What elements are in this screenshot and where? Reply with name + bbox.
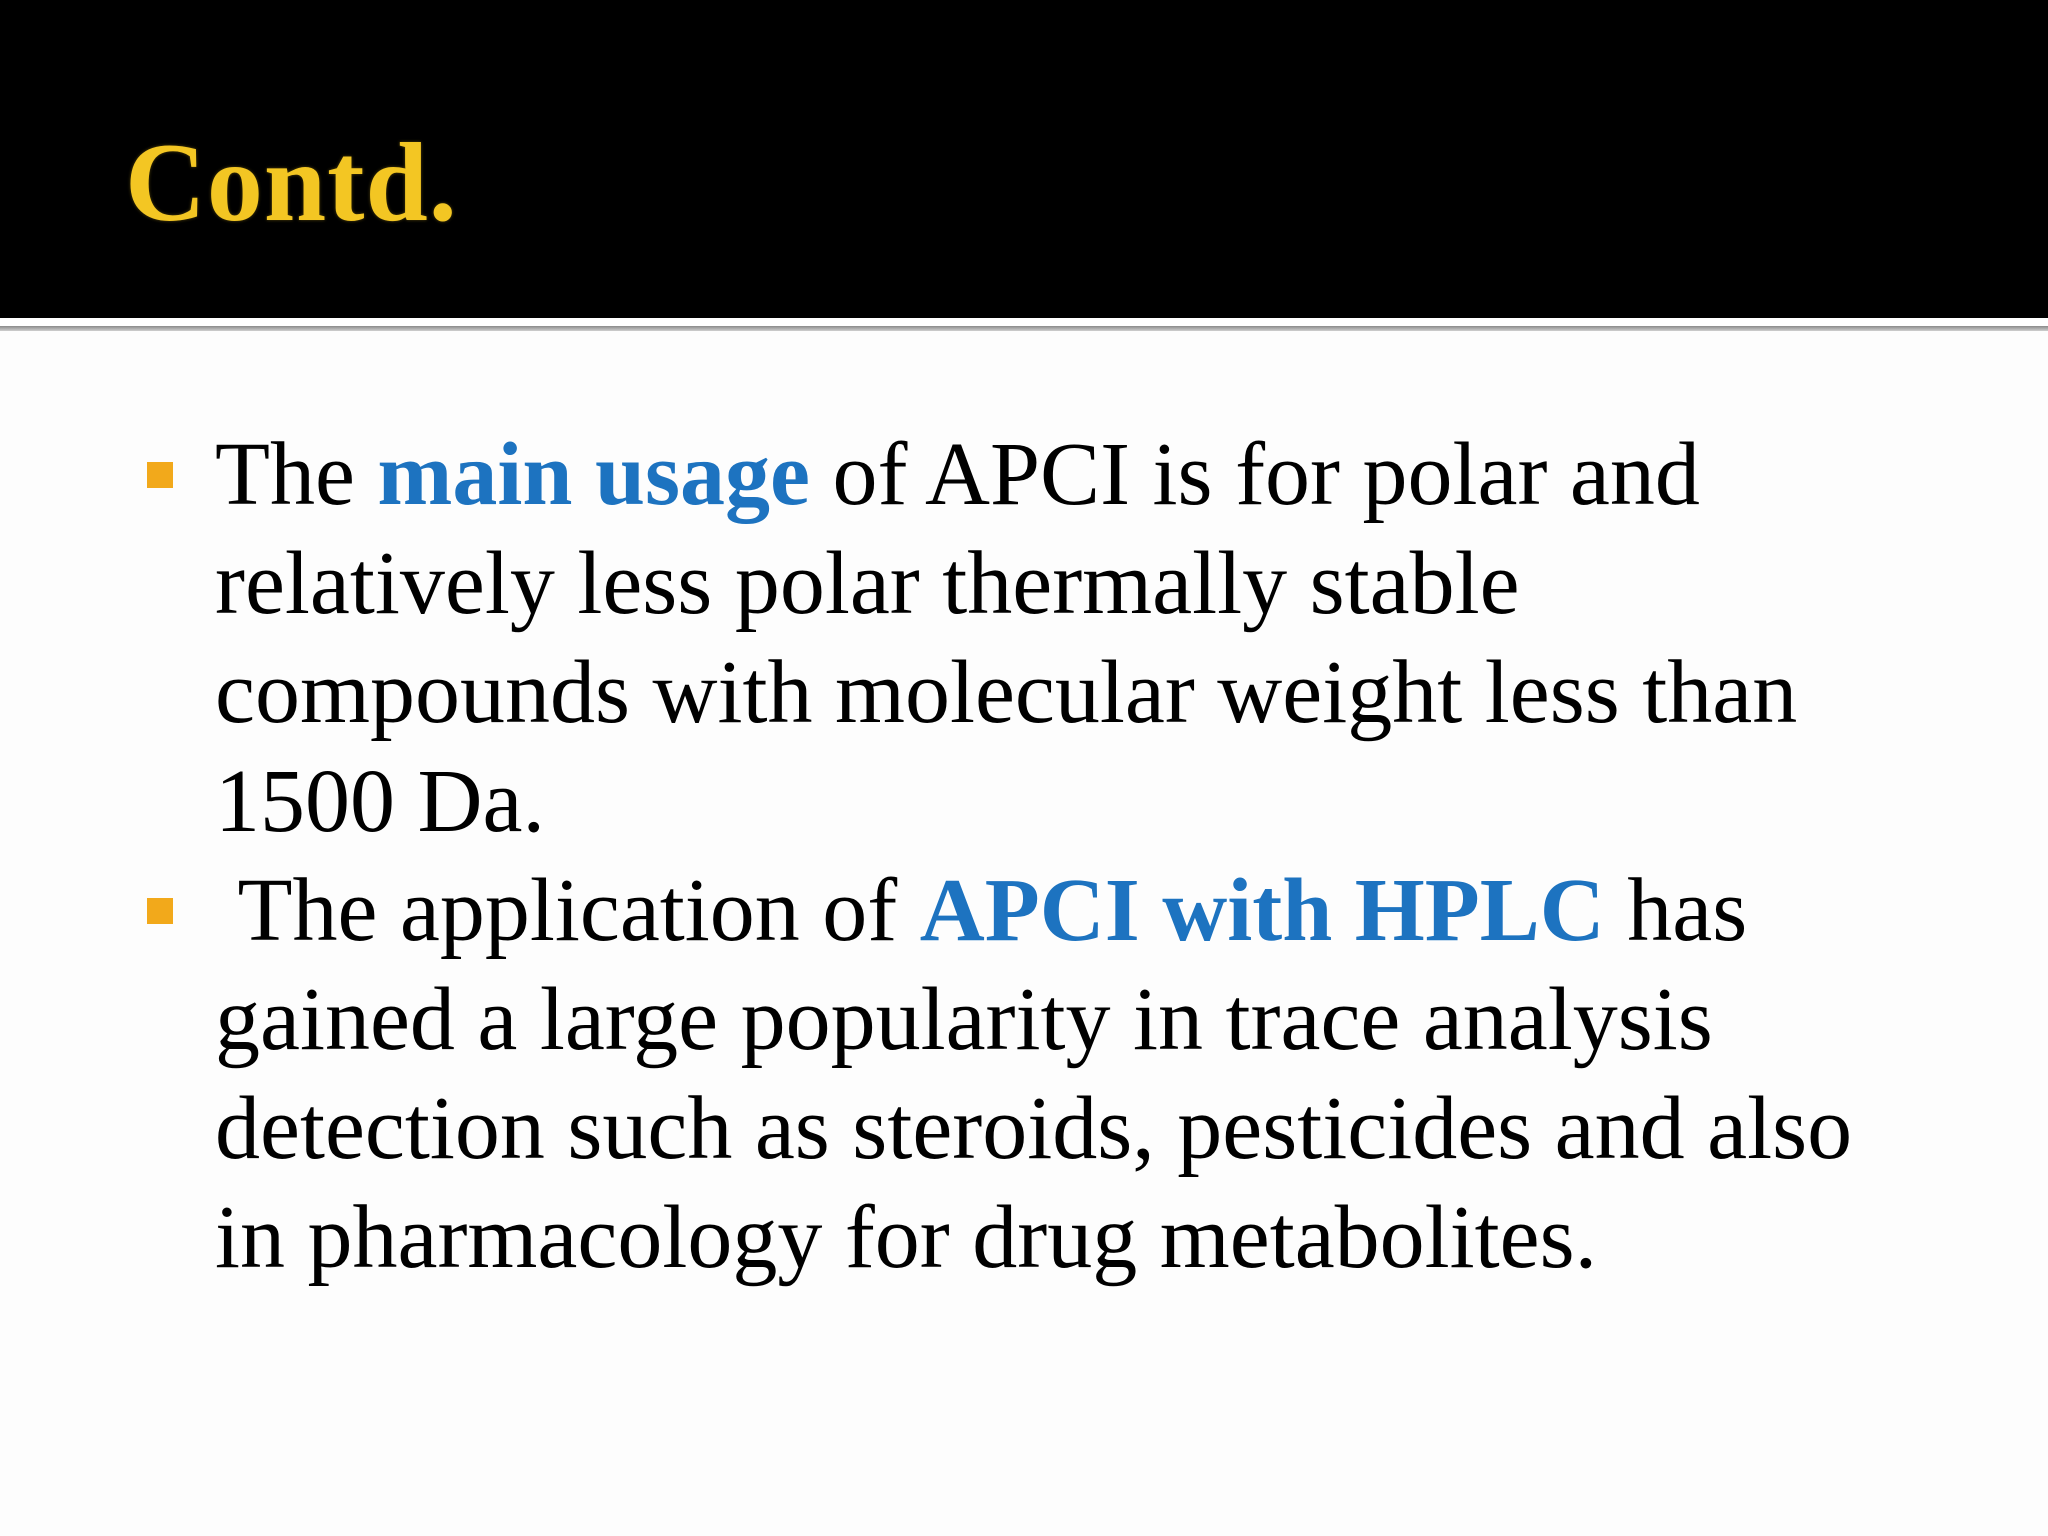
bullet-text: The application of (215, 861, 920, 960)
bullet-text: The (215, 425, 378, 524)
bullet-list (140, 420, 1940, 1292)
slide-title: Contd. (125, 121, 458, 245)
bullet-item (140, 420, 1940, 856)
square-bullet-icon (147, 462, 173, 488)
divider-shadow (0, 326, 2048, 331)
bullet-item (140, 856, 1940, 1292)
highlight-text: APCI with HPLC (919, 861, 1605, 960)
bullet-text: has gained a large popularity in trace analysis detection such as steroids, pesticides and also in pharmacology for drug metabolites. (215, 861, 1853, 1287)
divider-line (0, 318, 2048, 326)
square-bullet-icon (147, 898, 173, 924)
bullet-text: of APCI is for polar and relatively less polar thermally stable compounds with molecular weight less than 1500 Da. (215, 425, 1798, 851)
title-bar (0, 0, 2048, 318)
highlight-text: main usage (377, 425, 810, 524)
